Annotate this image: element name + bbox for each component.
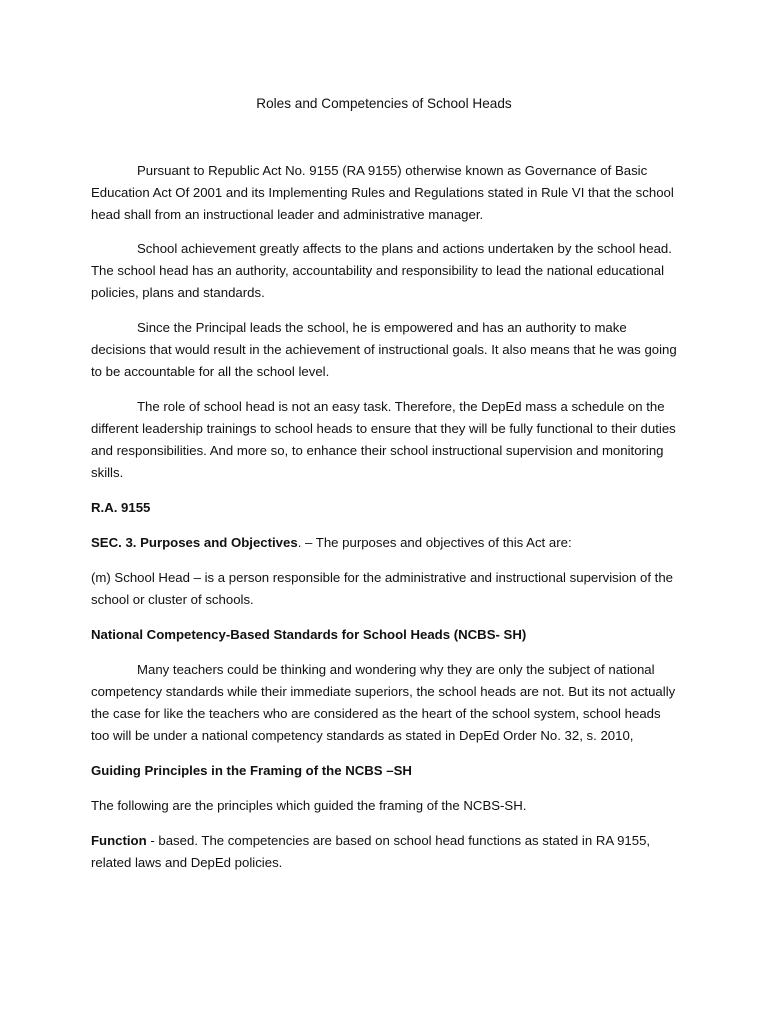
ra-heading: R.A. 9155 — [91, 500, 151, 515]
school-head-definition: (m) School Head – is a person responsible for the administrative and instructional supervision of the school or cluster of schools. — [91, 570, 674, 607]
function-text: - based. The competencies are based on school head functions as stated in RA 9155, related laws and DepEd policies. — [91, 833, 651, 870]
paragraph-school-achievement: School achievement greatly affects to the plans and actions undertaken by the school head. The school head has an authority, accountability and responsibility to lead the national educational policies, plans and standards. — [91, 241, 672, 300]
document-title: Roles and Competencies of School Heads — [256, 96, 512, 111]
document-body — [91, 160, 681, 887]
function-principle — [91, 830, 681, 874]
paragraph-principal-leads: Since the Principal leads the school, he is empowered and has an authority to make decisions that would result in the achievement of instructional goals. It also means that he was going to be accountable for all the school level. — [91, 320, 677, 379]
function-label: Function — [91, 833, 147, 848]
sec3-paragraph — [91, 532, 681, 554]
guiding-principles-heading: Guiding Principles in the Framing of the NCBS –SH — [91, 763, 412, 778]
sec3-heading: SEC. 3. Purposes and Objectives — [91, 535, 298, 550]
ncbs-heading: National Competency-Based Standards for School Heads (NCBS- SH) — [91, 627, 527, 642]
sec3-text: . – The purposes and objectives of this Act are: — [297, 535, 572, 550]
ncbs-paragraph: Many teachers could be thinking and wondering why they are only the subject of national competency standards while their immediate superiors, the school heads are not. But its not actually the case for like the teachers who are considered as the heart of the school system, school heads too will be under a national competency standards as stated in DepEd Order No. 32, s. 2010, — [91, 662, 676, 743]
paragraph-role-of-school-head: The role of school head is not an easy task. Therefore, the DepEd mass a schedule on the different leadership trainings to school heads to ensure that they will be fully functional to their duties and responsibilities. And more so, to enhance their school instructional supervision and monitoring skills. — [91, 399, 676, 480]
guiding-principles-intro: The following are the principles which guided the framing of the NCBS-SH. — [91, 798, 527, 813]
paragraph-ra9155-intro: Pursuant to Republic Act No. 9155 (RA 9155) otherwise known as Governance of Basic Education Act Of 2001 and its Implementing Rules and Regulations stated in Rule VI that the school head shall from an instructional leader and administrative manager. — [91, 163, 674, 222]
